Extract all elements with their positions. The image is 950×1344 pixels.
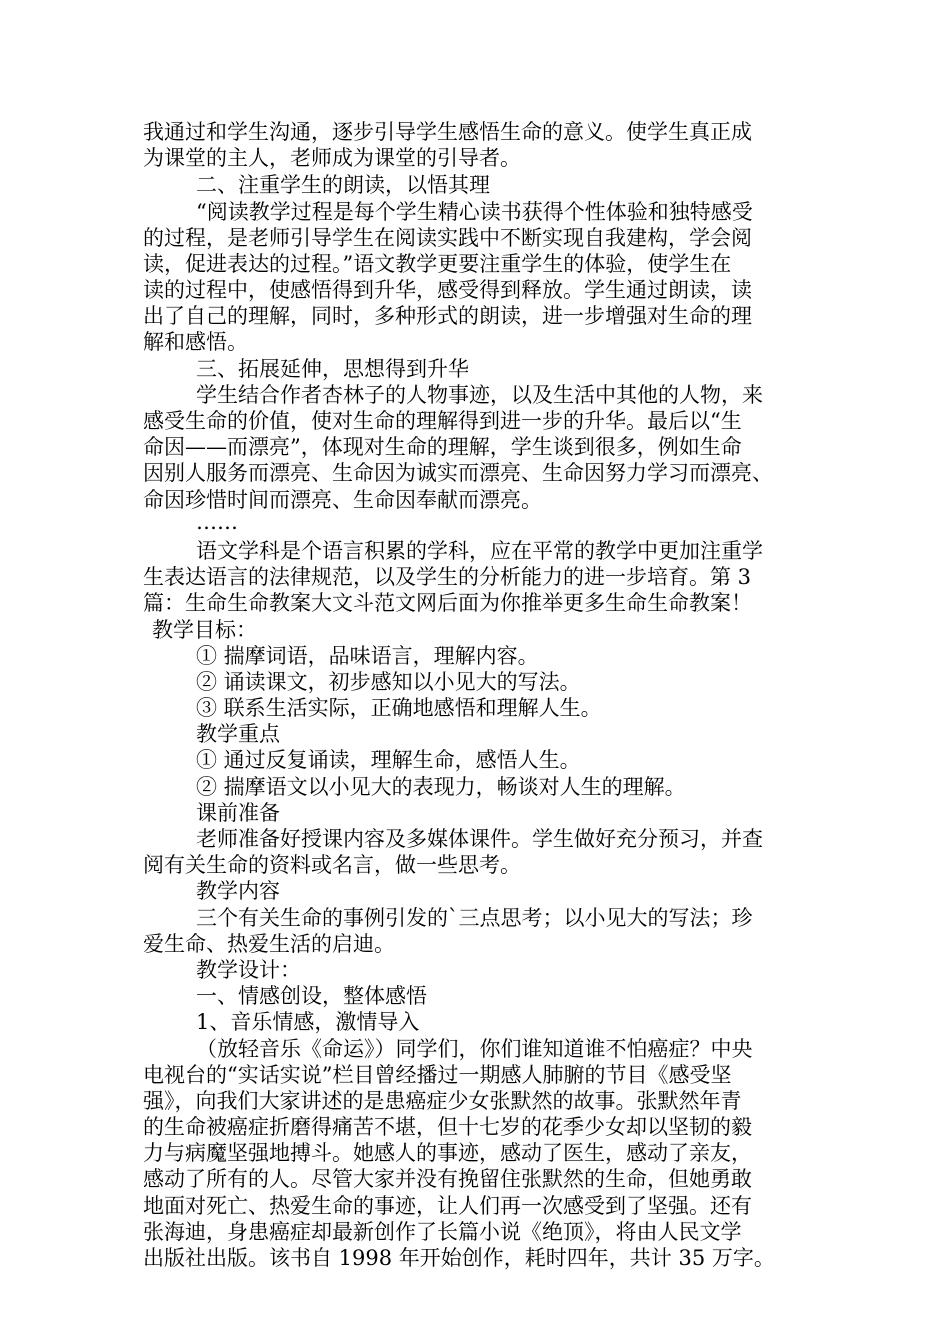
- paragraph-line: 感动了所有的人。尽管大家并没有挽留住张默然的生命，但她勇敢: [143, 1167, 752, 1191]
- paragraph-line: 电视台的“实话实说”栏目曾经播过一期感人肺腑的节目《感受坚: [143, 1063, 732, 1087]
- section-heading: 二、注重学生的朗读，以悟其理: [196, 173, 490, 197]
- paragraph-line: 力与病魔坚强地搏斗。她感人的事迹，感动了医生，感动了亲友，: [143, 1141, 752, 1165]
- paragraph-line: 出版社出版。该书自 1998 年开始创作，耗时四年，共计 35 万字。: [143, 1246, 775, 1270]
- section-heading: 课前准备: [196, 801, 280, 825]
- list-item: ① 通过反复诵读，理解生命，感悟人生。: [196, 748, 581, 772]
- section-heading: 一、情感创设，整体感悟: [196, 984, 427, 1008]
- paragraph-line: 篇：生命生命教案大文斗范文网后面为你推举更多生命生命教案！: [143, 591, 752, 615]
- paragraph-line: 读，促进表达的过程。”语文教学更要注重学生的体验，使学生在: [143, 252, 732, 276]
- paragraph-line: 生表达语言的法律规范，以及学生的分析能力的进一步培育。第 3: [143, 565, 752, 589]
- paragraph-line: 的过程，是老师引导学生在阅读实践中不断实现自我建构，学会阅: [143, 226, 752, 250]
- paragraph-line: 为课堂的主人，老师成为课堂的引导者。: [143, 146, 521, 170]
- paragraph-line: 读的过程中，使感悟得到升华，感受得到释放。学生通过朗读，读: [143, 278, 752, 302]
- list-item: ① 揣摩词语，品味语言，理解内容。: [196, 644, 539, 668]
- paragraph-line: 因别人服务而漂亮、生命因为诚实而漂亮、生命因努力学习而漂亮、: [143, 461, 773, 485]
- paragraph-line: 地面对死亡、热爱生命的事迹，让人们再一次感受到了坚强。还有: [143, 1194, 752, 1218]
- paragraph-line: 的生命被癌症折磨得痛苦不堪，但十七岁的花季少女却以坚韧的毅: [143, 1115, 752, 1139]
- paragraph-line: 命因——而漂亮”，体现对生命的理解，学生谈到很多，例如生命: [143, 435, 742, 459]
- list-item: ③ 联系生活实际，正确地感悟和理解人生。: [196, 696, 602, 720]
- section-heading: 教学重点: [196, 722, 280, 746]
- paragraph-line: （放轻音乐《命运》）同学们，你们谁知道谁不怕癌症？中央: [196, 1037, 753, 1061]
- list-item: ② 诵读课文，初步感知以小见大的写法。: [196, 670, 581, 694]
- ellipsis-line: ……: [196, 510, 238, 534]
- section-heading: 教学目标：: [152, 618, 257, 642]
- paragraph-line: 感受生命的价值，使对生命的理解得到进一步的升华。最后以“生: [143, 409, 742, 433]
- paragraph-line: 老师准备好授课内容及多媒体课件。学生做好充分预习，并查: [196, 827, 763, 851]
- paragraph-line: “阅读教学过程是每个学生精心读书获得个性体验和独特感受: [196, 200, 753, 224]
- paragraph-line: 学生结合作者杏林子的人物事迹，以及生活中其他的人物，来: [196, 383, 763, 407]
- paragraph-line: 命因珍惜时间而漂亮、生命因奉献而漂亮。: [143, 488, 542, 512]
- paragraph-line: 出了自己的理解，同时，多种形式的朗读，进一步增强对生命的理: [143, 304, 752, 328]
- paragraph-line: 解和感悟。: [143, 330, 248, 354]
- section-heading: 1、音乐情感，激情导入: [196, 1010, 420, 1034]
- paragraph-line: 阅有关生命的资料或名言，做一些思考。: [143, 853, 521, 877]
- section-heading: 教学设计：: [196, 958, 301, 982]
- list-item: ② 揣摩语文以小见大的表现力，畅谈对人生的理解。: [196, 775, 686, 799]
- paragraph-line: 语文学科是个语言积累的学科，应在平常的教学中更加注重学: [196, 539, 763, 563]
- paragraph-line: 三个有关生命的事例引发的`三点思考；以小见大的写法；珍: [196, 906, 753, 930]
- section-heading: 教学内容: [196, 879, 280, 903]
- paragraph-line: 我通过和学生沟通，逐步引导学生感悟生命的意义。使学生真正成: [143, 120, 752, 144]
- paragraph-line: 爱生命、热爱生活的启迪。: [143, 932, 395, 956]
- paragraph-line: 强》，向我们大家讲述的是患癌症少女张默然的故事。张默然年青: [143, 1089, 742, 1113]
- section-heading: 三、拓展延伸，思想得到升华: [196, 357, 469, 381]
- paragraph-line: 张海迪，身患癌症却最新创作了长篇小说《绝顶》，将由人民文学: [143, 1220, 742, 1244]
